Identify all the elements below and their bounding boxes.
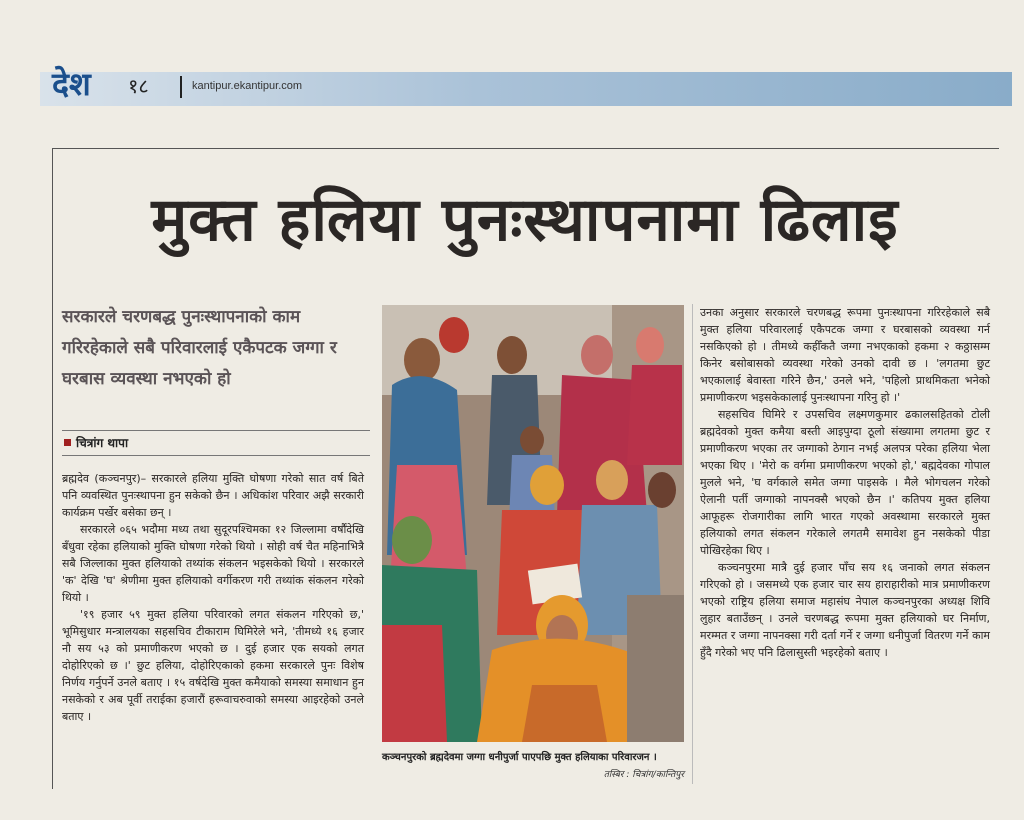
article-body-right-column — [700, 304, 990, 661]
site-url: kantipur.ekantipur.com — [192, 80, 303, 92]
body-paragraph: ब्रह्मदेव (कञ्चनपुर)– सरकारले हलिया मुक्ति घोषणा गरेको सात वर्ष बिते पनि व्यवस्थित पुनःस्थापना हुन सकेको छैन । अधिकांश परिवार अझै सरकारी कार्यक्रम पर्खेर बसेका छन् । — [62, 472, 364, 519]
section-header-band — [40, 72, 1012, 106]
byline-author: चित्रांग थापा — [76, 436, 129, 450]
body-paragraph: '१९ हजार ५९ मुक्त हलिया परिवारको लगत संकलन गरिएको छ,' भूमिसुधार मन्त्रालयका सहसचिव टीकाराम घिमिरेले भने, 'तीमध्ये १६ हजार नौ सय ५३ को प्रमाणीकरण भएको छ । दुई हजार एक सयको लगत दोहोरिएको छ ।' छुट हलिया, दोहोरिएकाको हकमा सरकारले पुनः विशेष निर्णय गर्नुपर्ने उनले बताए । १५ वर्षदेखि मुक्त कमैयाको समस्या समाधान हुन नसकेको र अब पूर्वी तराईका हजारौं हरूवाचरुवाको समस्या आइरहेको उनले बताए । — [62, 608, 364, 723]
body-paragraph: सहसचिव घिमिरे र उपसचिव लक्ष्मणकुमार ढकालसहितको टोली ब्रह्मदेवको मुक्त कमैया बस्ती आइपुग्दा ठूलो संख्यामा लगतमा छुट र प्रमाणीकरण भएका तर जग्गाको ठेगान नभई अलपत्र परेका हलिया भेला भएका थिए । 'मेरो क वर्गमा प्रमाणीकरण भएको हो,' बह्मदेवका गोपाल मुलले भने, 'घ वर्गकाले समेत जग्गा पाइसके । मैले भोगचलन गरेको ऐलानी पर्ती जग्गाको नापनक्सै भएको छैन ।' कतिपय मुक्त हलिया आफूहरू रोजगारीका लागि भारत गएको अवस्थामा सरकारले मुक्त हलियाको लगत संकलन गरेकाले लगतमै समावेश हुन नसकेको पीडा पोखिरहेका थिए । — [700, 408, 990, 557]
section-name: देश — [52, 65, 91, 103]
photo-caption: कञ्चनपुरको ब्रह्मदेवमा जग्गा धनीपुर्जा पाएपछि मुक्त हलियाका परिवारजन । — [382, 752, 657, 763]
article-headline: मुक्त हलिया पुनःस्थापनामा ढिलाइ — [151, 185, 899, 255]
article-body-left-column — [62, 470, 364, 725]
byline-rule-bottom — [62, 455, 370, 456]
header-divider — [180, 76, 182, 98]
body-paragraph: कञ्चनपुरमा मात्रै दुई हजार पाँच सय १६ जनाको लगत संकलन गरिएको हो । जसमध्ये एक हजार चार सय हाराहारीको मात्र प्रमाणीकरण भएको राष्ट्रिय हलिया समाज महासंघ नेपाल कञ्चनपुरका अध्यक्ष शिवि लुहार बताउँछन् । उनले चरणबद्ध रूपमा मुक्त हलियाको घर निर्माण, मरम्मत र जग्गा नापनक्सा गरी दर्ता गर्ने र जग्गा धनीपुर्जा वितरण गर्ने काम हुँदै गरेको भए पनि ढिलासुस्ती भइरहेको बताए । — [700, 561, 990, 659]
article-photo — [382, 305, 684, 742]
body-paragraph: उनका अनुसार सरकारले चरणबद्ध रूपमा पुनःस्थापना गरिरहेकाले सबै मुक्त हलिया परिवारलाई एकैपटक जग्गा र घरबासको व्यवस्था गर्न नसकिएको हो । तीमध्ये कहीँकतै जग्गा नभएकाको हकमा २ कठ्ठासम्म किनेर बसोबासको व्यवस्था गरेको उनको दावी छ । 'लगतमा छुट भएकालाई बेवास्ता गरिने छैन,' उनले भने, 'पहिलो प्राथमिकता भनेको प्रमाणीकरण भइसकेकालाई पुनःस्थापना गरिनु हो ।' — [700, 306, 990, 404]
byline-marker-icon — [64, 439, 71, 446]
page-number: १८ — [128, 74, 149, 98]
article-deck: सरकारले चरणबद्ध पुनःस्थापनाको काम गरिरहेकाले सबै परिवारलाई एकैपटक जग्गा र घरबास व्यवस्था नभएको हो — [62, 307, 337, 389]
column-rule — [692, 304, 693, 784]
byline-rule-top — [62, 430, 370, 431]
photo-credit: तस्बिर : चित्रांग/कान्तिपुर — [603, 770, 684, 780]
body-paragraph: सरकारले ०६५ भदौमा मध्य तथा सुदूरपश्चिमका १२ जिल्लामा वर्षौंदेखि बँधुवा रहेका हलियाको मुक्ति घोषणा गरेको थियो । सोही वर्ष चैत महिनाभित्रै सबै जिल्लाका मुक्त हलियाको तथ्यांक संकलन भइसकेको थियो । सरकारले 'क' देखि 'घ' श्रेणीमा मुक्त हलियाको वर्गीकरण गरी तथ्यांक संकलन गरेको थियो । — [62, 523, 364, 604]
byline — [64, 434, 128, 451]
crowd-photo-illustration — [382, 305, 684, 742]
